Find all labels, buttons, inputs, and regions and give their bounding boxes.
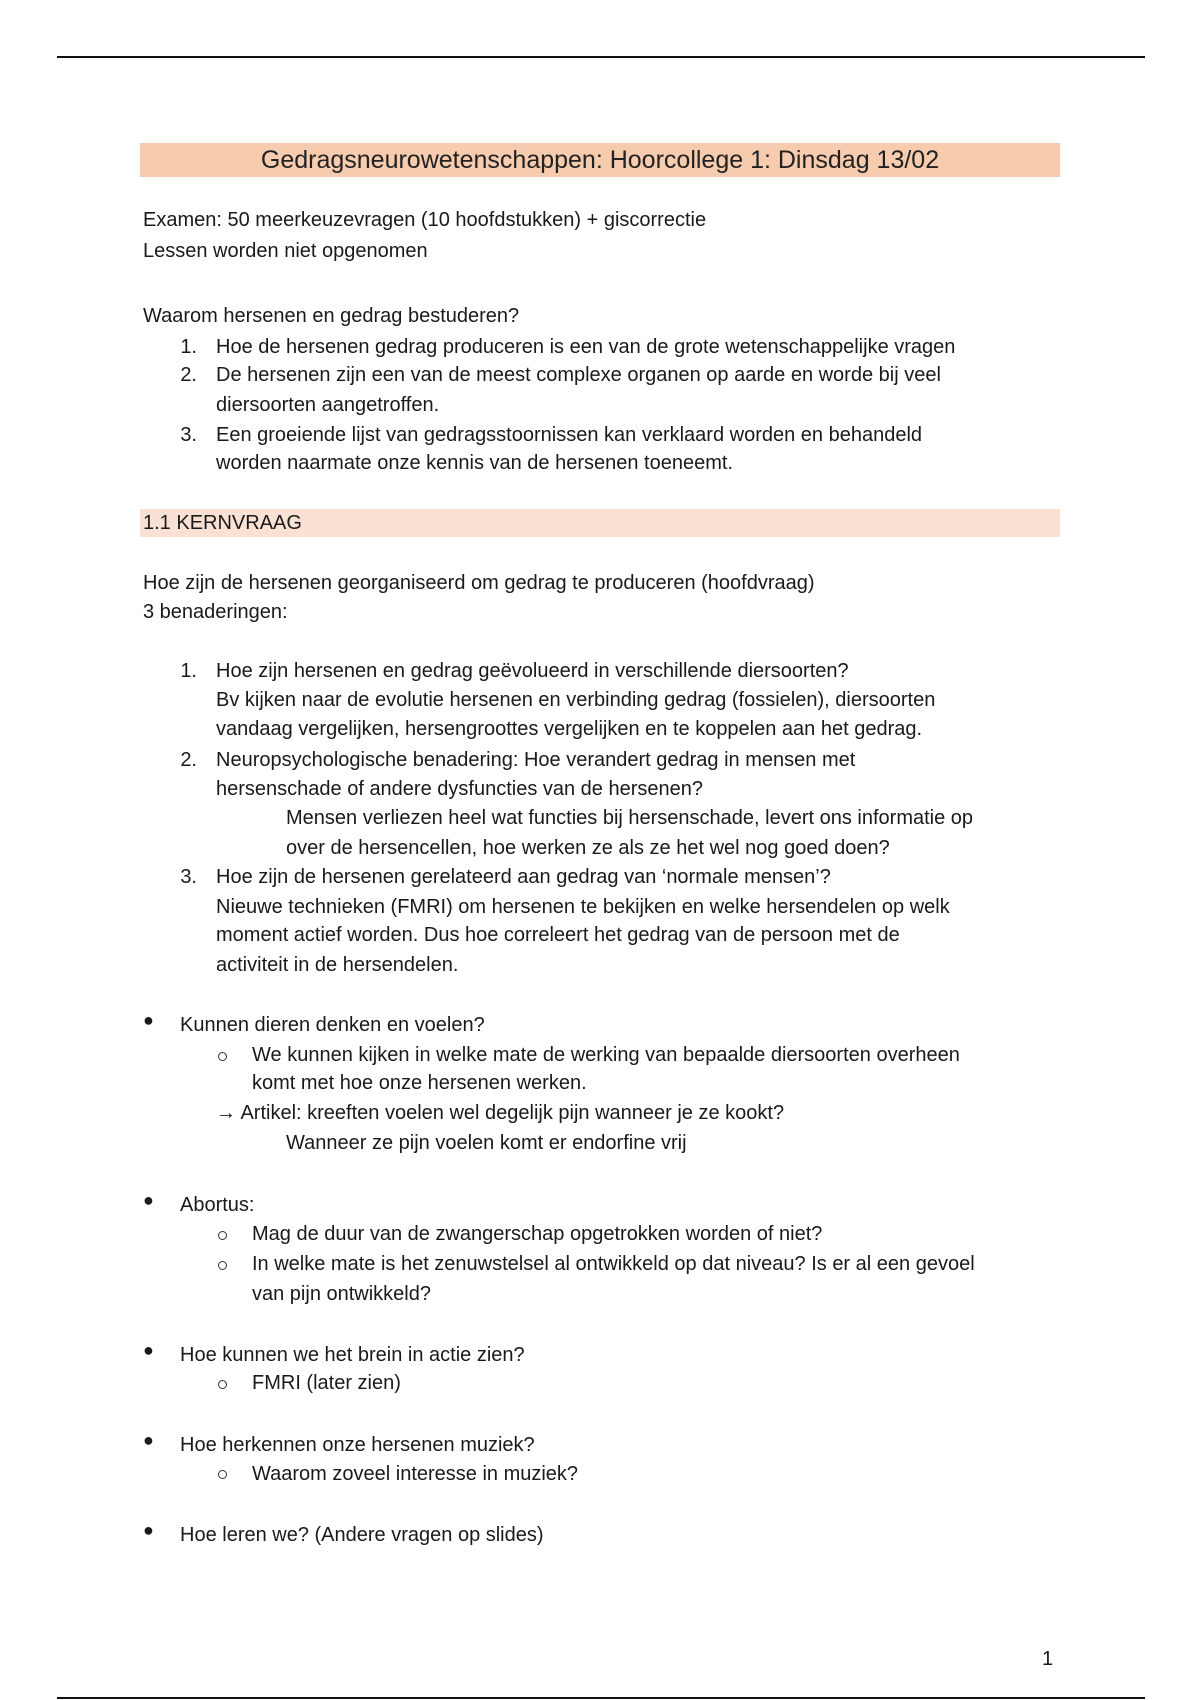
approach-2-number: 2.	[180, 749, 197, 771]
why-item-2-line-1: De hersenen zijn een van de meest complexe organen op aarde en worde bij veel	[216, 364, 941, 386]
bullet-1-arrow-line: → Artikel: kreeften voelen wel degelijk pijn wanneer je ze kookt?	[216, 1102, 785, 1124]
why-item-3-number: 3.	[180, 424, 197, 446]
why-item-1-line-1: Hoe de hersenen gedrag produceren is een van de grote wetenschappelijke vragen	[216, 336, 956, 358]
intro-line-2: Lessen worden niet opgenomen	[143, 240, 428, 262]
approach-2-line-2: hersenschade of andere dysfuncties van de hersenen?	[216, 778, 704, 800]
bullet-2-sub-1-line-1: Mag de duur van de zwangerschap opgetrokken worden of niet?	[252, 1223, 823, 1245]
approach-3-number: 3.	[180, 866, 197, 888]
approach-2-line-1: Neuropsychologische benadering: Hoe verandert gedrag in mensen met	[216, 749, 856, 771]
why-item-1-number: 1.	[180, 336, 197, 358]
approach-3-line-4: activiteit in de hersendelen.	[216, 954, 459, 976]
why-item-3-line-2: worden naarmate onze kennis van de hersenen toeneemt.	[216, 452, 734, 474]
page-title: Gedragsneurowetenschappen: Hoorcollege 1: Dinsdag 13/02	[140, 143, 1060, 177]
bullet-icon: ●	[143, 1430, 154, 1450]
circle-bullet-icon	[218, 1380, 227, 1389]
bullet-2-sub-2-line-2: van pijn ontwikkeld?	[252, 1283, 431, 1305]
approach-1-line-2: Bv kijken naar de evolutie hersenen en verbinding gedrag (fossielen), diersoorten	[216, 689, 936, 711]
kern-line-2: 3 benaderingen:	[143, 601, 288, 623]
why-item-3-line-1: Een groeiende lijst van gedragsstoornissen kan verklaard worden en behandeld	[216, 424, 923, 446]
bullet-3-sub-1-line-1: FMRI (later zien)	[252, 1372, 401, 1394]
bullet-icon: ●	[143, 1190, 154, 1210]
bullet-icon: ●	[143, 1520, 154, 1540]
approach-1-line-3: vandaag vergelijken, hersengroottes vergelijken en te koppelen aan het gedrag.	[216, 718, 923, 740]
bullet-2-sub-2-line-1: In welke mate is het zenuwstelsel al ontwikkeld op dat niveau? Is er al een gevoel	[252, 1253, 975, 1275]
approach-2-indent-line-2: over de hersencellen, hoe werken ze als ze het wel nog goed doen?	[286, 837, 890, 859]
approach-3-line-2: Nieuwe technieken (FMRI) om hersenen te bekijken en welke hersendelen op welk	[216, 896, 950, 918]
why-item-2-number: 2.	[180, 364, 197, 386]
bullet-icon: ●	[143, 1340, 154, 1360]
bullet-icon: ●	[143, 1010, 154, 1030]
bottom-rule	[57, 1697, 1145, 1699]
bullet-3-text: Hoe kunnen we het brein in actie zien?	[180, 1344, 525, 1366]
bullet-5-text: Hoe leren we? (Andere vragen op slides)	[180, 1524, 544, 1546]
circle-bullet-icon	[218, 1052, 227, 1061]
bullet-4-sub-1-line-1: Waarom zoveel interesse in muziek?	[252, 1463, 579, 1485]
circle-bullet-icon	[218, 1261, 227, 1270]
bullet-1-sub-1-line-1: We kunnen kijken in welke mate de werking van bepaalde diersoorten overheen	[252, 1044, 960, 1066]
approach-3-line-3: moment actief worden. Dus hoe correleert het gedrag van de persoon met de	[216, 924, 900, 946]
approach-2-indent-line-1: Mensen verliezen heel wat functies bij hersenschade, levert ons informatie op	[286, 807, 974, 829]
bullet-1-sub-1-line-2: komt met hoe onze hersenen werken.	[252, 1072, 587, 1094]
why-item-2-line-2: diersoorten aangetroffen.	[216, 394, 440, 416]
bullet-1-arrow-indent: Wanneer ze pijn voelen komt er endorfine vrij	[286, 1132, 687, 1154]
top-rule	[57, 56, 1145, 58]
circle-bullet-icon	[218, 1470, 227, 1479]
bullet-1-text: Kunnen dieren denken en voelen?	[180, 1014, 485, 1036]
kern-line-1: Hoe zijn de hersenen georganiseerd om gedrag te produceren (hoofdvraag)	[143, 572, 815, 594]
bullet-4-text: Hoe herkennen onze hersenen muziek?	[180, 1434, 535, 1456]
bullet-2-text: Abortus:	[180, 1194, 255, 1216]
circle-bullet-icon	[218, 1231, 227, 1240]
section-heading: 1.1 KERNVRAAG	[140, 509, 1060, 537]
approach-3-line-1: Hoe zijn de hersenen gerelateerd aan gedrag van ‘normale mensen’?	[216, 866, 831, 888]
why-heading: Waarom hersenen en gedrag bestuderen?	[143, 305, 520, 327]
intro-line-1: Examen: 50 meerkeuzevragen (10 hoofdstukken) + giscorrectie	[143, 209, 707, 231]
approach-1-line-1: Hoe zijn hersenen en gedrag geëvolueerd in verschillende diersoorten?	[216, 660, 849, 682]
page-number: 1	[1042, 1648, 1054, 1670]
approach-1-number: 1.	[180, 660, 197, 682]
